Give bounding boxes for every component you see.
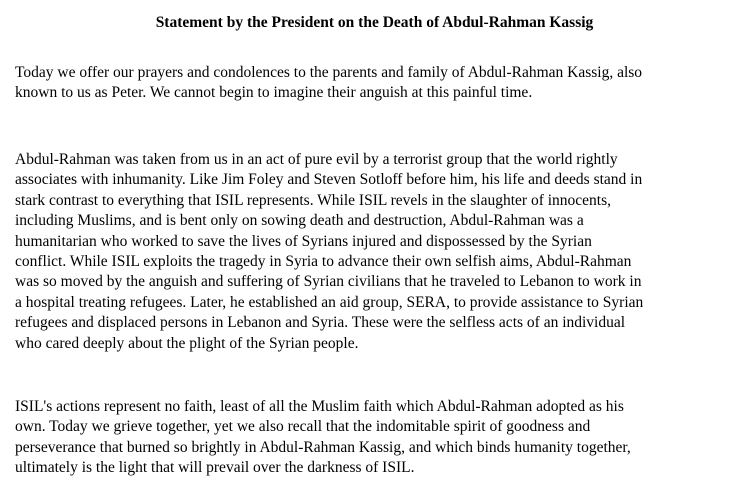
text-line: including Muslims, and is bent only on sowing death and destruction, Abdul-Rahman was a (15, 212, 584, 230)
text-line: ISIL's actions represent no faith, least of all the Muslim faith which Abdul-Rahman adopted as his (15, 398, 624, 415)
text-line: ultimately is the light that will prevail over the darkness of ISIL. (15, 459, 415, 477)
text-line: own. Today we grieve together, yet we also recall that the indomitable spirit of goodness and (15, 418, 591, 436)
text-line: refugees and displaced persons in Lebanon and Syria. These were the selfless acts of an individual (15, 314, 626, 332)
document-title: Statement by the President on the Death of Abdul-Rahman Kassig (155, 14, 594, 31)
paragraph-condolences (15, 63, 743, 104)
text-line: known to us as Peter. We cannot begin to imagine their anguish at this painful time. (15, 84, 533, 102)
text-line: associates with inhumanity. Like Jim Foley and Steven Sotloff before him, his life and deeds stand in (15, 171, 643, 189)
text-line: was so moved by the anguish and suffering of Syrian civilians that he traveled to Lebanon to work in (15, 273, 642, 291)
text-line: Abdul-Rahman was taken from us in an act of pure evil by a terrorist group that the world rightly (15, 151, 618, 168)
text-line: conflict. While ISIL exploits the tragedy in Syria to advance their own selfish aims, Abdul-Rahman (15, 253, 632, 271)
text-line: humanitarian who worked to save the lives of Syrians injured and dispossessed by the Syrian (15, 232, 592, 250)
text-line: who cared deeply about the plight of the Syrian people. (15, 334, 359, 352)
text-line: stark contrast to everything that ISIL represents. While ISIL revels in the slaughter of innocents, (15, 191, 612, 209)
text-line: Today we offer our prayers and condolences to the parents and family of Abdul-Rahman Kassig, also (15, 64, 643, 81)
paragraph-tribute (15, 150, 743, 354)
text-line: a hospital treating refugees. Later, he established an aid group, SERA, to provide assistance to Syrian (15, 293, 644, 311)
text-line: perseverance that burned so brightly in Abdul-Rahman Kassig, and which binds humanity together, (15, 438, 631, 456)
paragraph-closing (15, 397, 743, 479)
